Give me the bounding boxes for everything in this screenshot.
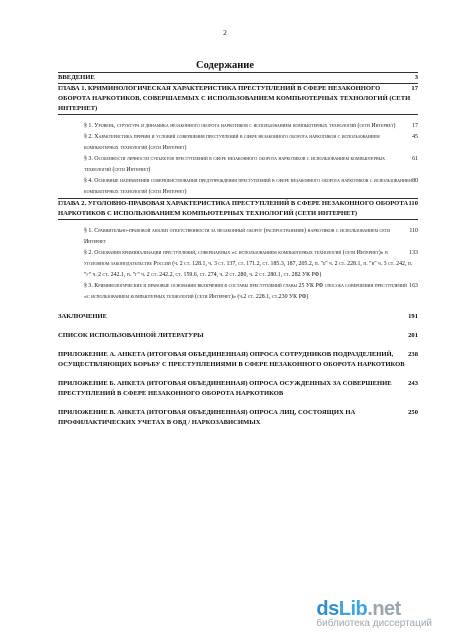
toc-heading: Содержание: [196, 60, 254, 71]
toc-page-number: 201: [408, 332, 418, 339]
toc-entry-title: ВВЕДЕНИЕ: [58, 74, 95, 81]
dslib-logo: dsLib.net: [316, 598, 401, 620]
toc-entry-title: § 2. Характеристика причин и условий совершения преступлений в сфере незаконного оборота наркотиков с использованием компьютерных технологий (сети Интернет): [84, 134, 380, 151]
toc-entry-appendix-c[interactable]: [58, 408, 418, 428]
toc-entry-title: ПРИЛОЖЕНИЕ В. АНКЕТА (ИТОГОВАЯ ОБЪЕДИНЕННАЯ) ОПРОСА ЛИЦ, СОСТОЯЩИХ НА ПРОФИЛАКТИЧЕСКИХ УЧЕТАХ В ОВД / НАРКОЗАВИСИМЫХ: [58, 409, 356, 426]
dslib-watermark: [316, 598, 432, 629]
toc-entry-section-1-1[interactable]: [58, 121, 418, 132]
toc-page-number: 80: [412, 178, 418, 184]
toc-page-number: 110: [409, 228, 418, 234]
toc-page-number: 3: [414, 74, 418, 81]
toc-entry-section-1-2[interactable]: [58, 132, 418, 154]
toc-entry-title: § 3. Криминологические и правовые основания включения в составы преступлений главы 25 УК РФ способа совершения преступлений «с использованием компьютерных технологий (сети Интернет)» (ч.2 ст. 228.1, ст.230 УК РФ): [84, 283, 407, 300]
toc-entry-chapter-2[interactable]: [58, 199, 418, 219]
toc-entry-title: ГЛАВА 1. КРИМИНОЛОГИЧЕСКАЯ ХАРАКТЕРИСТИКА ПРЕСТУПЛЕНИЙ В СФЕРЕ НЕЗАКОННОГО ОБОРОТА НАРКОТИКОВ, СОВЕРШАЕМЫХ С ИСПОЛЬЗОВАНИЕМ КОМПЬЮТЕРНЫХ ТЕХНОЛОГИЙ (СЕТИ ИНТЕРНЕТ): [58, 85, 411, 112]
toc-entry-section-1-3[interactable]: [58, 154, 418, 176]
toc-entry-title: ГЛАВА 2. УГОЛОВНО-ПРАВОВАЯ ХАРАКТЕРИСТИКА ПРЕСТУПЛЕНИЙ В СФЕРЕ НЕЗАКОННОГО ОБОРОТА НАРКОТИКОВ С ИСПОЛЬЗОВАНИЕМ КОМПЬЮТЕРНЫХ ТЕХНОЛОГИЙ (СЕТИ ИНТЕРНЕТ): [58, 200, 409, 217]
toc-entry-title: § 3. Особенности личности субъектов преступлений в сфере незаконного оборота наркотиков с использованием компьютерных технологий (сети Интернет): [84, 156, 386, 173]
watermark-tagline: библиотека диссертаций: [316, 618, 432, 629]
toc-entry-chapter-1[interactable]: [58, 84, 418, 114]
toc-entry-section-2-3[interactable]: [58, 281, 418, 303]
toc-entry-conclusion[interactable]: [58, 312, 418, 322]
toc-entry-title: § 2. Основания криминализации преступлений, совершаемых «с использованием компьютерных технологий (сети Интернет)» в уголовном законодательстве России (ч. 2 ст. 128.1, ч. 3 ст. 137, ст. 171.2, ст. 185.3, 187, 205.2, п. "б" ч. 2 ст. 228.1, п. "в" ч. 3 ст. 242, п. "г" ч. 2 ст. 242.1, п. "г" ч. 2 ст. 242.2, ст. 159.6, ст. 274, ч. 2 ст. 280, ч. 2 ст. 280.1, ст. 282 УК РФ): [84, 250, 413, 278]
toc-entry-section-1-4[interactable]: [58, 176, 418, 198]
toc-entry-title: § 1. Сравнительно-правовой анализ ответственности за незаконный оборот (распространение) наркотиков с использованием сети Интернет: [84, 228, 390, 245]
toc-page-number: 133: [409, 250, 418, 256]
toc-entry-title: ПРИЛОЖЕНИЕ А. АНКЕТА (ИТОГОВАЯ ОБЪЕДИНЕННАЯ) ОПРОСА СОТРУДНИКОВ ПОДРАЗДЕЛЕНИЙ, ОСУЩЕСТВЛЯЮЩИХ БОРЬБУ С ПРЕСТУПЛЕНИЯМИ В СФЕРЕ НЕЗАКОННОГО ОБОРОТА НАРКОТИКОВ: [58, 351, 405, 368]
table-of-contents: [58, 72, 418, 428]
toc-page-number: 163: [409, 283, 418, 289]
toc-entry-bibliography[interactable]: [58, 331, 418, 341]
toc-page-number: 110: [408, 200, 418, 207]
toc-entry-appendix-b[interactable]: [58, 379, 418, 399]
toc-page-number: 45: [412, 134, 418, 140]
toc-entry-title: СПИСОК ИСПОЛЬЗОВАННОЙ ЛИТЕРАТУРЫ: [58, 332, 204, 339]
toc-entry-appendix-a[interactable]: [58, 350, 418, 370]
toc-page-number: 250: [408, 409, 418, 416]
toc-entry-title: § 1. Уровень, структура и динамика незаконного оборота наркотиков с использованием компьютерных технологий (сети Интернет): [84, 123, 396, 129]
toc-entry-section-2-2[interactable]: [58, 248, 418, 281]
toc-page-number: 61: [412, 156, 418, 162]
toc-page-number: 238: [408, 351, 418, 358]
toc-entry-section-2-1[interactable]: [58, 226, 418, 248]
toc-entry-introduction[interactable]: [58, 73, 418, 83]
page-number: 2: [223, 28, 227, 37]
toc-entry-title: § 4. Основные направления совершенствования предупреждения преступлений в сфере незаконного оборота наркотиков с использованием компьютерных технологий (сети Интернет): [84, 178, 412, 195]
toc-page-number: 17: [411, 85, 418, 92]
toc-entry-title: ПРИЛОЖЕНИЕ Б. АНКЕТА (ИТОГОВАЯ ОБЪЕДИНЕННАЯ) ОПРОСА ОСУЖДЕННЫХ ЗА СОВЕРШЕНИЕ ПРЕСТУПЛЕНИЙ В СФЕРЕ НЕЗАКОННОГО ОБОРОТА НАРКОТИКОВ: [58, 380, 392, 397]
toc-page-number: 243: [408, 380, 418, 387]
toc-entry-title: ЗАКЛЮЧЕНИЕ: [58, 313, 108, 320]
toc-page-number: 191: [408, 313, 418, 320]
toc-page-number: 17: [412, 123, 418, 129]
